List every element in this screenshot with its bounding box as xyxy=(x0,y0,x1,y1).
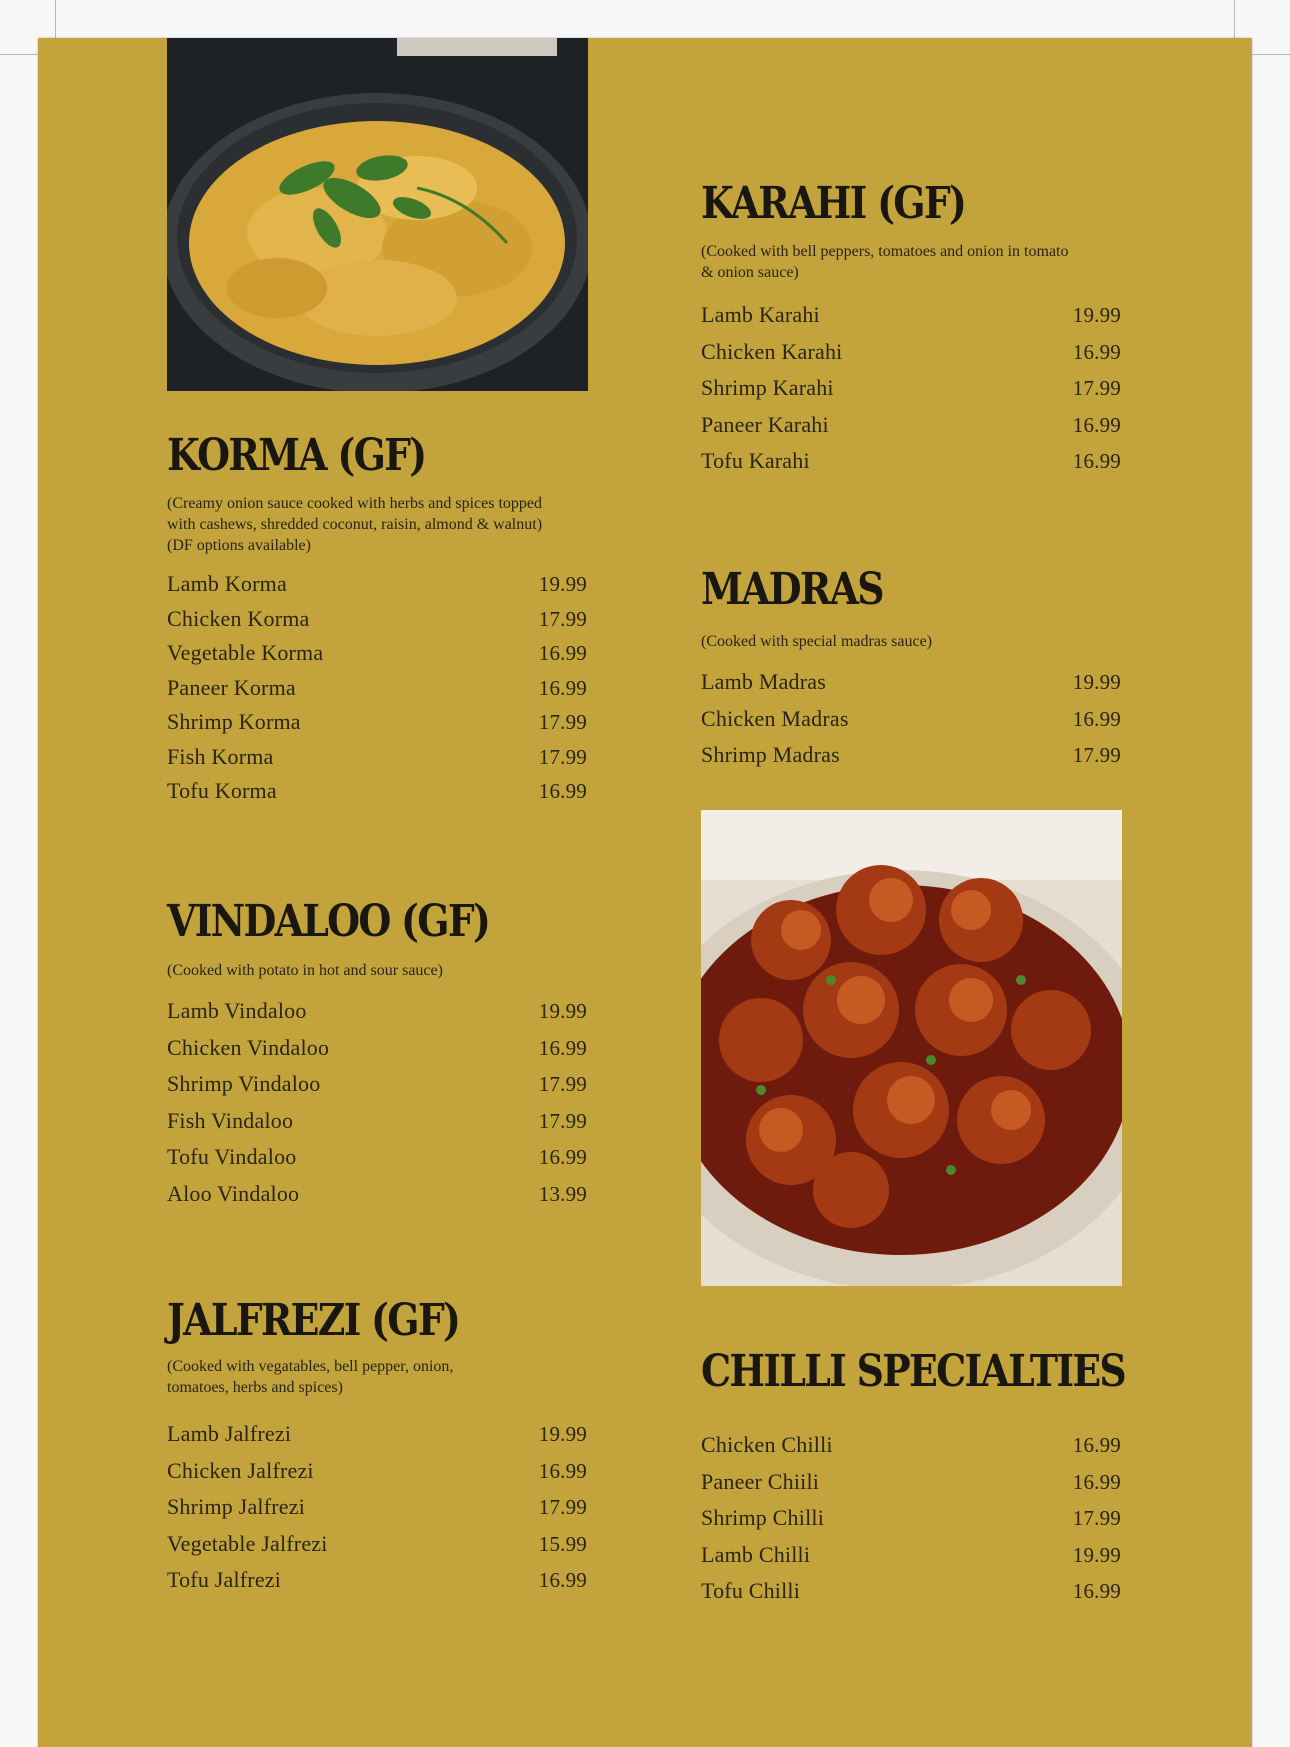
menu-item xyxy=(167,1421,587,1458)
item-name: Chicken Karahi xyxy=(701,338,843,364)
menu-item xyxy=(167,606,587,641)
item-name: Tofu Chilli xyxy=(701,1578,801,1603)
item-name: Tofu Korma xyxy=(167,778,277,803)
menu-item xyxy=(167,1108,587,1145)
madras-description xyxy=(701,631,1121,652)
item-price: 13.99 xyxy=(538,1181,587,1206)
menu-item xyxy=(167,1181,587,1218)
korma-section xyxy=(167,430,587,813)
vindaloo-section xyxy=(167,896,587,1217)
item-price: 19.99 xyxy=(1072,303,1121,327)
item-name: Fish Korma xyxy=(167,743,274,769)
item-price: 16.99 xyxy=(538,641,587,665)
menu-item xyxy=(167,1567,587,1604)
item-price: 17.99 xyxy=(1072,1506,1121,1530)
jalfrezi-title: JALFREZI (GF) xyxy=(167,1295,460,1346)
item-price: 17.99 xyxy=(538,1072,587,1096)
item-price: 19.99 xyxy=(538,1422,587,1446)
menu-item xyxy=(167,1035,587,1072)
menu-item xyxy=(167,675,587,710)
menu-page xyxy=(38,38,1252,1747)
menu-item xyxy=(167,571,587,606)
madras-desc-line: (Cooked with special madras sauce) xyxy=(701,633,933,650)
item-name: Chicken Korma xyxy=(167,605,310,631)
item-name: Fish Vindaloo xyxy=(167,1107,294,1133)
item-price: 16.99 xyxy=(1072,1469,1121,1494)
karahi-desc-line: (Cooked with bell peppers, tomatoes and onion in tomato xyxy=(701,243,1069,260)
item-name: Lamb Karahi xyxy=(701,302,820,327)
jalfrezi-items xyxy=(167,1421,587,1604)
item-name: Tofu Karahi xyxy=(701,448,810,473)
item-name: Tofu Jalfrezi xyxy=(167,1567,282,1592)
menu-item xyxy=(167,1494,587,1531)
karahi-section xyxy=(701,178,1121,485)
item-price: 16.99 xyxy=(538,1035,587,1060)
jalfrezi-description xyxy=(167,1356,587,1398)
menu-item xyxy=(701,412,1121,449)
item-name: Chicken Madras xyxy=(701,705,849,731)
item-name: Shrimp Karahi xyxy=(701,375,834,400)
item-name: Chicken Jalfrezi xyxy=(167,1457,314,1483)
item-name: Lamb Jalfrezi xyxy=(167,1421,292,1446)
item-price: 17.99 xyxy=(538,1495,587,1519)
jalfrezi-desc-line: (Cooked with vegatables, bell pepper, onion, xyxy=(167,1358,454,1375)
item-name: Shrimp Jalfrezi xyxy=(167,1494,306,1519)
menu-item xyxy=(701,339,1121,376)
item-name: Paneer Korma xyxy=(167,674,296,700)
madras-items xyxy=(701,669,1121,779)
karahi-title: KARAHI (GF) xyxy=(701,178,966,229)
item-price: 19.99 xyxy=(1072,1542,1121,1567)
chilli-shrimp-photo xyxy=(701,810,1122,1286)
menu-item xyxy=(167,1531,587,1568)
item-name: Shrimp Chilli xyxy=(701,1505,825,1530)
item-price: 16.99 xyxy=(1072,1433,1121,1457)
item-name: Shrimp Korma xyxy=(167,709,301,734)
madras-section xyxy=(701,564,1121,779)
crop-mark-top-right-h xyxy=(1250,54,1290,55)
menu-item xyxy=(701,1542,1121,1579)
item-price: 16.99 xyxy=(1072,449,1121,473)
item-price: 19.99 xyxy=(538,999,587,1023)
item-name: Chicken Vindaloo xyxy=(167,1034,330,1060)
item-price: 16.99 xyxy=(538,675,587,700)
item-name: Vegetable Korma xyxy=(167,640,324,665)
menu-item xyxy=(167,640,587,675)
menu-item xyxy=(167,744,587,779)
menu-item xyxy=(701,1432,1121,1469)
item-price: 17.99 xyxy=(538,744,587,769)
korma-items xyxy=(167,571,587,813)
item-price: 17.99 xyxy=(538,606,587,631)
item-name: Lamb Korma xyxy=(167,571,287,596)
item-price: 16.99 xyxy=(1072,706,1121,731)
item-price: 16.99 xyxy=(1072,1579,1121,1603)
korma-desc-line: with cashews, shredded coconut, raisin, almond & walnut) xyxy=(167,516,543,533)
karahi-description xyxy=(701,241,1121,283)
item-name: Lamb Vindaloo xyxy=(167,998,307,1023)
menu-item xyxy=(167,1071,587,1108)
item-price: 17.99 xyxy=(538,710,587,734)
item-price: 17.99 xyxy=(538,1108,587,1133)
menu-item xyxy=(167,998,587,1035)
item-name: Paneer Chiili xyxy=(701,1468,820,1494)
item-price: 19.99 xyxy=(538,572,587,596)
vindaloo-desc-line: (Cooked with potato in hot and sour sauce) xyxy=(167,962,443,979)
jalfrezi-desc-line: tomatoes, herbs and spices) xyxy=(167,1379,343,1396)
menu-item xyxy=(701,448,1121,485)
menu-item xyxy=(167,1458,587,1495)
item-name: Chicken Chilli xyxy=(701,1432,833,1457)
korma-curry-photo xyxy=(167,38,588,391)
chilli-section xyxy=(701,1346,1126,1615)
item-name: Tofu Vindaloo xyxy=(167,1144,297,1169)
item-price: 16.99 xyxy=(1072,339,1121,364)
menu-item xyxy=(167,778,587,813)
item-price: 16.99 xyxy=(1072,412,1121,437)
menu-item xyxy=(167,709,587,744)
karahi-desc-line: & onion sauce) xyxy=(701,264,799,281)
item-price: 16.99 xyxy=(538,1458,587,1483)
item-price: 16.99 xyxy=(538,1145,587,1169)
vindaloo-description xyxy=(167,960,587,981)
menu-item xyxy=(701,302,1121,339)
menu-item xyxy=(701,1505,1121,1542)
chilli-items xyxy=(701,1432,1121,1615)
item-price: 15.99 xyxy=(538,1531,587,1556)
item-price: 17.99 xyxy=(1072,743,1121,767)
karahi-items xyxy=(701,302,1121,485)
vindaloo-items xyxy=(167,998,587,1217)
menu-item xyxy=(701,1578,1121,1615)
item-name: Aloo Vindaloo xyxy=(167,1180,300,1206)
korma-title: KORMA (GF) xyxy=(167,430,426,481)
menu-item xyxy=(701,669,1121,706)
item-name: Shrimp Vindaloo xyxy=(167,1071,321,1096)
item-price: 16.99 xyxy=(538,779,587,803)
item-price: 16.99 xyxy=(538,1568,587,1592)
jalfrezi-section xyxy=(167,1295,587,1604)
item-name: Paneer Karahi xyxy=(701,411,829,437)
menu-item xyxy=(701,706,1121,743)
korma-desc-line: (Creamy onion sauce cooked with herbs and spices topped xyxy=(167,495,543,512)
menu-item xyxy=(701,1469,1121,1506)
chilli-title: CHILLI SPECIALTIES xyxy=(701,1346,1126,1397)
vindaloo-title: VINDALOO (GF) xyxy=(167,896,490,947)
menu-item xyxy=(701,742,1121,779)
item-name: Shrimp Madras xyxy=(701,742,840,767)
item-name: Lamb Chilli xyxy=(701,1541,811,1567)
madras-title: MADRAS xyxy=(701,564,883,615)
item-name: Lamb Madras xyxy=(701,669,826,694)
item-name: Vegetable Jalfrezi xyxy=(167,1530,328,1556)
korma-desc-line: (DF options available) xyxy=(167,537,311,554)
item-price: 19.99 xyxy=(1072,670,1121,694)
menu-item xyxy=(167,1144,587,1181)
item-price: 17.99 xyxy=(1072,376,1121,400)
menu-item xyxy=(701,375,1121,412)
korma-description xyxy=(167,493,587,556)
